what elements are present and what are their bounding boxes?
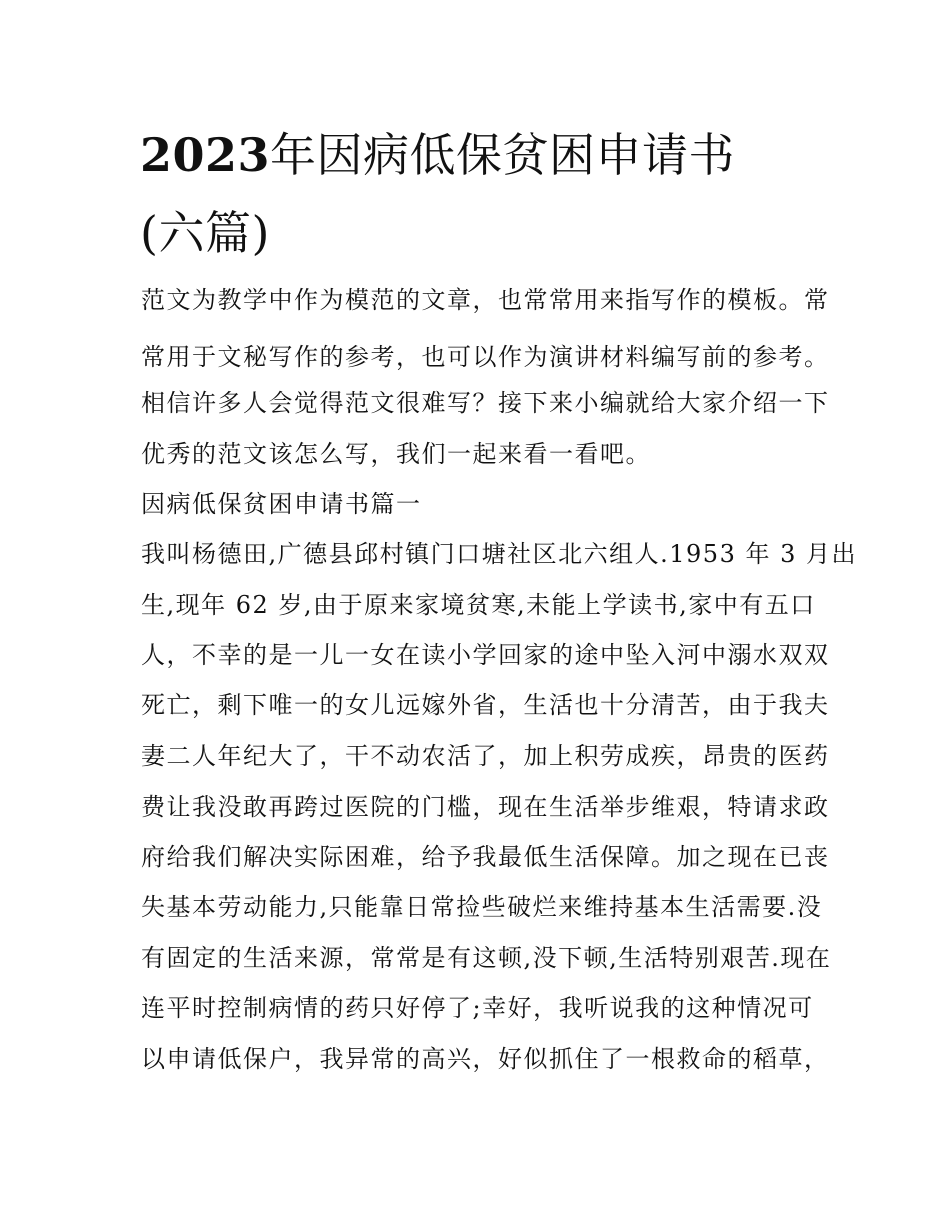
title-count: (六篇): [140, 206, 270, 260]
body-line: 我叫杨德田,广德县邱村镇门口塘社区北六组人.1953 年 3 月出: [141, 540, 857, 568]
title-year: 2023: [140, 128, 271, 182]
body-line: 死亡，剩下唯一的女儿远嫁外省，生活也十分清苦，由于我夫: [141, 691, 830, 719]
body-line: 以申请低保户，我异常的高兴，好似抓住了一根救命的稻草，: [141, 1045, 830, 1073]
body-line: 有固定的生活来源，常常是有这顿,没下顿,生活特别艰苦.现在: [141, 944, 832, 972]
body-line: 人，不幸的是一儿一女在读小学回家的途中坠入河中溺水双双: [141, 641, 830, 669]
body-line: 府给我们解决实际困难，给予我最低生活保障。加之现在已丧: [141, 843, 830, 871]
document-title: [140, 116, 820, 272]
intro-line: 优秀的范文该怎么写，我们一起来看一看吧。: [141, 440, 651, 468]
title-text: 年因病低保贫困申请书: [270, 128, 736, 182]
body-line: 失基本劳动能力,只能靠日常捡些破烂来维持基本生活需要.没: [141, 893, 823, 921]
body-line: 连平时控制病情的药只好停了;幸好，我听说我的这种情况可: [141, 994, 814, 1022]
body-line: 生,现年 62 岁,由于原来家境贫寒,未能上学读书,家中有五口: [141, 591, 816, 619]
body-line: 妻二人年纪大了，干不动农活了，加上积劳成疾，昂贵的医药: [141, 742, 830, 770]
body-line: 费让我没敢再跨过医院的门槛，现在生活举步维艰，特请求政: [141, 793, 830, 821]
intro-line: 范文为教学中作为模范的文章，也常常用来指写作的模板。常: [141, 286, 830, 314]
section-heading: 因病低保贫困申请书篇一: [141, 490, 422, 518]
intro-line: 常用于文秘写作的参考，也可以作为演讲材料编写前的参考。: [141, 343, 830, 371]
intro-line: 相信许多人会觉得范文很难写？接下来小编就给大家介绍一下: [141, 389, 830, 417]
